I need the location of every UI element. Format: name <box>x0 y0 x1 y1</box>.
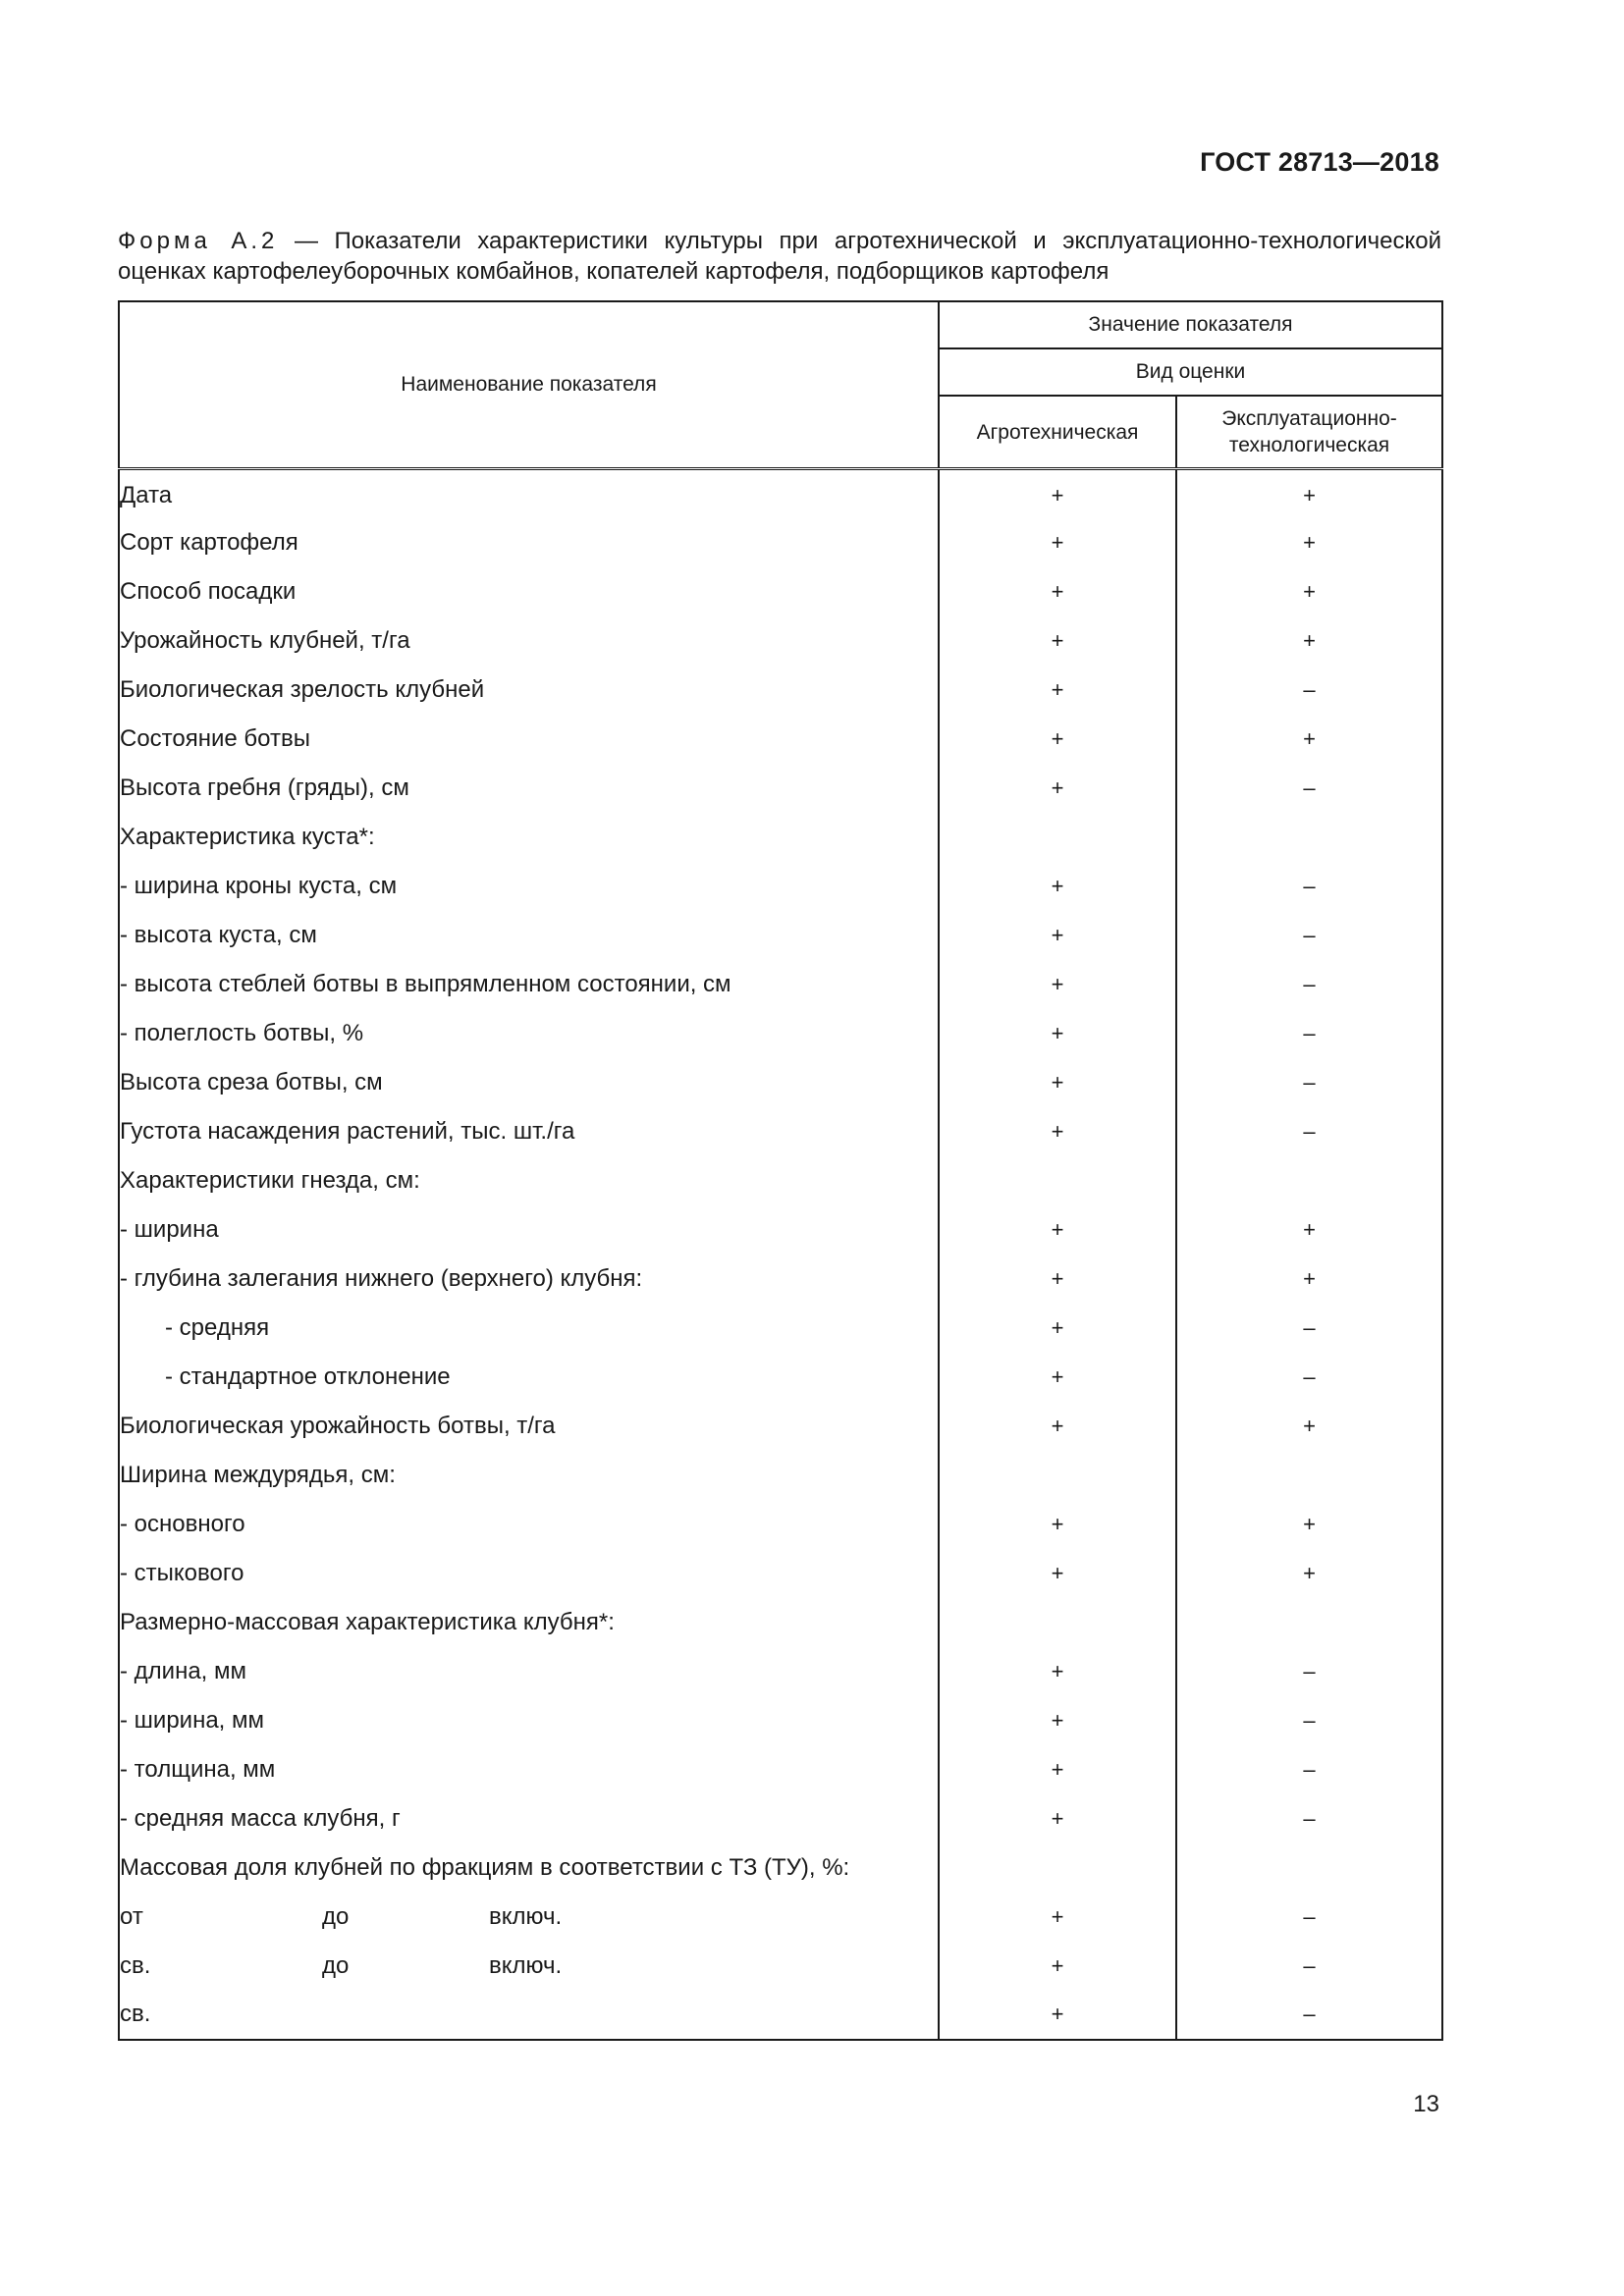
header-indicator-value: Значение показателя <box>939 301 1442 348</box>
indicator-name: - полеглость ботвы, % <box>119 1009 939 1058</box>
indicator-name: - стыкового <box>119 1549 939 1598</box>
table-row <box>119 1402 1442 1451</box>
header-indicator-name: Наименование показателя <box>119 301 939 469</box>
agrotechnical-mark: + <box>939 1893 1176 1942</box>
indicator-name-part: св. <box>120 2001 151 2027</box>
operational-mark <box>1176 1843 1442 1893</box>
table-row <box>119 1451 1442 1500</box>
agrotechnical-mark: + <box>939 1745 1176 1794</box>
agrotechnical-mark: + <box>939 1205 1176 1255</box>
indicator-name <box>119 1942 939 1991</box>
table-row <box>119 1353 1442 1402</box>
table-row <box>119 813 1442 862</box>
operational-mark: – <box>1176 1304 1442 1353</box>
operational-mark <box>1176 1598 1442 1647</box>
agrotechnical-mark: + <box>939 1647 1176 1696</box>
indicator-name <box>119 1893 939 1942</box>
table-row <box>119 1156 1442 1205</box>
agrotechnical-mark: + <box>939 1353 1176 1402</box>
agrotechnical-mark: + <box>939 1696 1176 1745</box>
agrotechnical-mark: + <box>939 666 1176 715</box>
header-agrotechnical: Агротехническая <box>939 396 1176 469</box>
operational-mark: – <box>1176 1107 1442 1156</box>
indicator-name: - стандартное отклонение <box>119 1353 939 1402</box>
indicator-name: - толщина, мм <box>119 1745 939 1794</box>
indicator-name-part: включ. <box>489 1951 563 1979</box>
table-row <box>119 715 1442 764</box>
form-caption-label: Форма А.2 <box>118 228 279 254</box>
agrotechnical-mark: + <box>939 1549 1176 1598</box>
table-row <box>119 1009 1442 1058</box>
table-row <box>119 1500 1442 1549</box>
agrotechnical-mark: + <box>939 1304 1176 1353</box>
agrotechnical-mark <box>939 1598 1176 1647</box>
table-row <box>119 1991 1442 2040</box>
operational-mark: + <box>1176 567 1442 616</box>
table-row <box>119 911 1442 960</box>
indicator-name <box>119 1991 939 2040</box>
table-row <box>119 1205 1442 1255</box>
operational-mark: + <box>1176 1402 1442 1451</box>
indicator-name: Высота гребня (гряды), см <box>119 764 939 813</box>
indicator-name: - средняя масса клубня, г <box>119 1794 939 1843</box>
agrotechnical-mark: + <box>939 1255 1176 1304</box>
table-row <box>119 1107 1442 1156</box>
agrotechnical-mark: + <box>939 1991 1176 2040</box>
operational-mark: – <box>1176 1647 1442 1696</box>
agrotechnical-mark <box>939 1156 1176 1205</box>
operational-mark: + <box>1176 1205 1442 1255</box>
operational-mark: – <box>1176 1991 1442 2040</box>
operational-mark: – <box>1176 1942 1442 1991</box>
indicators-table <box>118 300 1443 2041</box>
table-row <box>119 469 1442 518</box>
agrotechnical-mark: + <box>939 764 1176 813</box>
agrotechnical-mark: + <box>939 567 1176 616</box>
operational-mark: + <box>1176 715 1442 764</box>
indicator-name: Густота насаждения растений, тыс. шт./га <box>119 1107 939 1156</box>
table-row <box>119 1549 1442 1598</box>
table-row <box>119 1255 1442 1304</box>
table-row <box>119 1942 1442 1991</box>
indicator-name: Высота среза ботвы, см <box>119 1058 939 1107</box>
table-header <box>119 301 1442 469</box>
operational-mark: – <box>1176 1696 1442 1745</box>
header-operational-line2: технологическая <box>1228 434 1390 456</box>
indicator-name: Размерно-массовая характеристика клубня*: <box>119 1598 939 1647</box>
operational-mark <box>1176 1156 1442 1205</box>
agrotechnical-mark: + <box>939 911 1176 960</box>
operational-mark <box>1176 813 1442 862</box>
indicator-name: - высота куста, см <box>119 911 939 960</box>
agrotechnical-mark: + <box>939 715 1176 764</box>
indicator-name: Состояние ботвы <box>119 715 939 764</box>
indicator-name: Сорт картофеля <box>119 518 939 567</box>
agrotechnical-mark: + <box>939 1107 1176 1156</box>
header-operational-technological <box>1176 396 1442 469</box>
operational-mark: + <box>1176 616 1442 666</box>
indicator-name: Характеристики гнезда, см: <box>119 1156 939 1205</box>
agrotechnical-mark: + <box>939 960 1176 1009</box>
table-row <box>119 1304 1442 1353</box>
indicator-name: - основного <box>119 1500 939 1549</box>
operational-mark: – <box>1176 1893 1442 1942</box>
indicator-name: Биологическая зрелость клубней <box>119 666 939 715</box>
operational-mark: – <box>1176 764 1442 813</box>
table-row <box>119 1058 1442 1107</box>
indicator-name-part: от <box>120 1902 143 1930</box>
header-assessment-type: Вид оценки <box>939 348 1442 396</box>
indicator-name: - ширина <box>119 1205 939 1255</box>
agrotechnical-mark: + <box>939 1500 1176 1549</box>
indicator-name: - ширина кроны куста, см <box>119 862 939 911</box>
agrotechnical-mark: + <box>939 1009 1176 1058</box>
operational-mark: + <box>1176 1255 1442 1304</box>
table-row <box>119 960 1442 1009</box>
operational-mark: – <box>1176 1009 1442 1058</box>
agrotechnical-mark: + <box>939 862 1176 911</box>
table-row <box>119 1893 1442 1942</box>
operational-mark: + <box>1176 1500 1442 1549</box>
agrotechnical-mark: + <box>939 1942 1176 1991</box>
indicator-name: Урожайность клубней, т/га <box>119 616 939 666</box>
table-row <box>119 666 1442 715</box>
agrotechnical-mark: + <box>939 1402 1176 1451</box>
table-body <box>119 469 1442 2040</box>
indicator-name: Способ посадки <box>119 567 939 616</box>
operational-mark: – <box>1176 1058 1442 1107</box>
indicator-name-part: до <box>322 1902 350 1930</box>
table-row <box>119 764 1442 813</box>
indicator-name: - глубина залегания нижнего (верхнего) клубня: <box>119 1255 939 1304</box>
operational-mark: + <box>1176 518 1442 567</box>
table-row <box>119 1794 1442 1843</box>
table-row <box>119 862 1442 911</box>
indicator-name: - длина, мм <box>119 1647 939 1696</box>
operational-mark: – <box>1176 911 1442 960</box>
operational-mark: – <box>1176 666 1442 715</box>
operational-mark: – <box>1176 960 1442 1009</box>
operational-mark: + <box>1176 469 1442 518</box>
agrotechnical-mark <box>939 813 1176 862</box>
agrotechnical-mark <box>939 1451 1176 1500</box>
table-row <box>119 1696 1442 1745</box>
agrotechnical-mark: + <box>939 1058 1176 1107</box>
indicator-name: Ширина междурядья, см: <box>119 1451 939 1500</box>
indicator-name: Характеристика куста*: <box>119 813 939 862</box>
indicator-name: Биологическая урожайность ботвы, т/га <box>119 1402 939 1451</box>
agrotechnical-mark <box>939 1843 1176 1893</box>
indicator-name-part: до <box>322 1951 350 1979</box>
agrotechnical-mark: + <box>939 1794 1176 1843</box>
table-row <box>119 518 1442 567</box>
table-row <box>119 567 1442 616</box>
operational-mark: – <box>1176 862 1442 911</box>
indicator-name: Дата <box>119 469 939 518</box>
document-code: ГОСТ 28713—2018 <box>1200 147 1439 177</box>
form-caption-text: — Показатели характеристики культуры при агротехнической и эксплуатационно-технологической оценках картофелеуборочных комбайнов, копателей картофеля, подборщиков картофеля <box>118 228 1442 285</box>
operational-mark: – <box>1176 1745 1442 1794</box>
page-number: 13 <box>1413 2091 1439 2117</box>
table-row <box>119 1843 1442 1893</box>
table-row <box>119 1647 1442 1696</box>
indicator-name: - средняя <box>119 1304 939 1353</box>
header-operational-line1: Эксплуатационно- <box>1221 407 1397 430</box>
indicator-name: - ширина, мм <box>119 1696 939 1745</box>
operational-mark: + <box>1176 1549 1442 1598</box>
indicator-name-part: включ. <box>489 1902 563 1930</box>
form-caption <box>118 226 1441 287</box>
agrotechnical-mark: + <box>939 616 1176 666</box>
table-row <box>119 616 1442 666</box>
table-row <box>119 1598 1442 1647</box>
agrotechnical-mark: + <box>939 469 1176 518</box>
indicator-name: Массовая доля клубней по фракциям в соответствии с ТЗ (ТУ), %: <box>119 1843 939 1893</box>
operational-mark: – <box>1176 1794 1442 1843</box>
table-row <box>119 1745 1442 1794</box>
operational-mark: – <box>1176 1353 1442 1402</box>
agrotechnical-mark: + <box>939 518 1176 567</box>
indicator-name: - высота стеблей ботвы в выпрямленном состоянии, см <box>119 960 939 1009</box>
operational-mark <box>1176 1451 1442 1500</box>
indicator-name-part: св. <box>120 1951 151 1979</box>
